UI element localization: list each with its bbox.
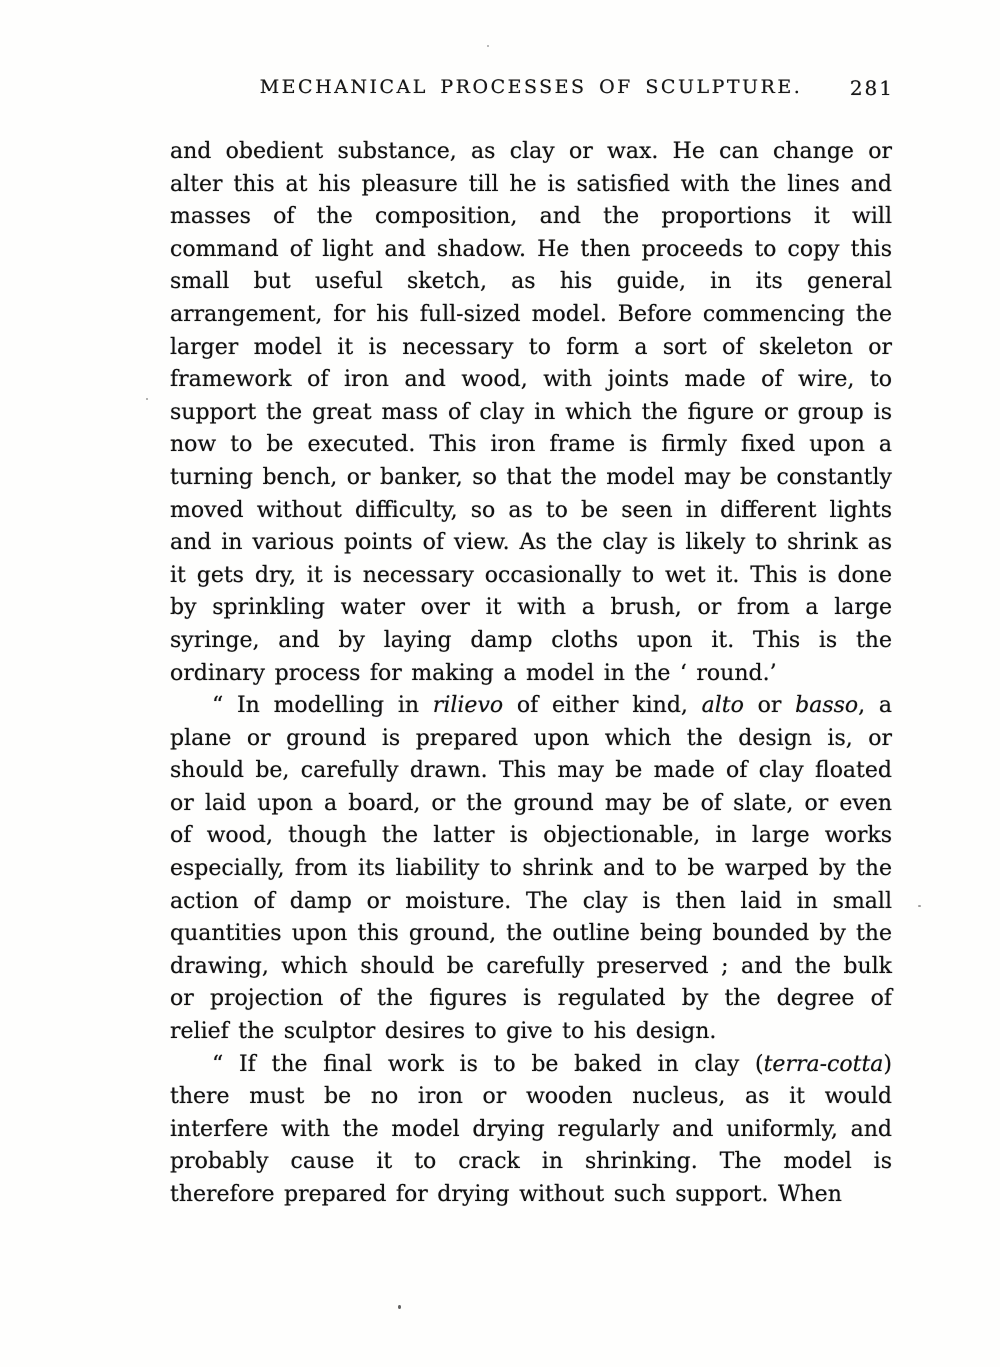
scan-speck (487, 45, 489, 47)
running-head (170, 76, 892, 110)
paragraph-terra-cotta (170, 1049, 892, 1212)
paragraph-modelling-rilievo (170, 690, 892, 1049)
page-number: 281 (849, 76, 894, 100)
paragraph-text: or (743, 693, 796, 719)
paragraph-text: , a plane or ground is prepared upon which the design is, or should be, carefully drawn. This may be made of clay floated or laid upon a board, or the ground may be of slate, or even of wood, though the latter is objectionable, in large works especially, from its liability to shrink and to be warped by the action of damp or moisture. The clay is then laid in small quantities upon this ground, the outline being bounded by the drawing, which should be carefully preserved ; and the bulk or projection of the figures is regulated by the degree of relief the sculptor desires to give to his design. (170, 693, 893, 1045)
paragraph-text: “ In modelling in (212, 693, 433, 719)
italic-term-terra-cotta: terra-cotta (763, 1051, 884, 1077)
italic-term-basso: basso (795, 693, 859, 719)
text-block (170, 76, 892, 1212)
paragraph-text: and obedient substance, as clay or wax. He can change or alter this at his pleasure till he is satisfied with the lines and masses of the composition, and the proportions it will command of light and shadow. He then proceeds to copy this small but useful sketch, as his guide, in its general arrangement, for his full-sized model. Before commencing the larger model it is necessary to form a sort of skeleton or framework of iron and wood, with joints made of wire, to support the great mass of clay in which the figure or group is now to be executed. This iron frame is firmly fixed upon a turning bench, or banker, so that the model may be constantly moved without difficulty, so as to be seen in different lights and in various points of view. As the clay is likely to shrink as it gets dry, it is necessary occasionally to wet it. This is done by sprinkling water over it with a brush, or from a large syringe, and by laying damp cloths upon it. This is the ordinary process for making a model in the ‘ round.’ (170, 139, 892, 686)
body-text (170, 136, 892, 1212)
scan-speck (918, 905, 921, 907)
paragraph-continuation (170, 136, 892, 690)
scan-speck (398, 1305, 401, 1309)
paragraph-text: ) there must be no iron or wooden nucleus, as it would interfere with the model drying regularly and uniformly, and probably cause it to crack in shrinking. The model is therefore prepared for drying without such support. When (170, 1051, 892, 1207)
italic-term-rilievo: rilievo (432, 693, 504, 719)
running-title: MECHANICAL PROCESSES OF SCULPTURE. (259, 76, 803, 98)
scan-speck (146, 398, 148, 400)
italic-term-alto: alto (701, 693, 744, 719)
paragraph-text: “ If the final work is to be baked in clay ( (212, 1051, 764, 1077)
paragraph-text: of either kind, (503, 693, 702, 719)
